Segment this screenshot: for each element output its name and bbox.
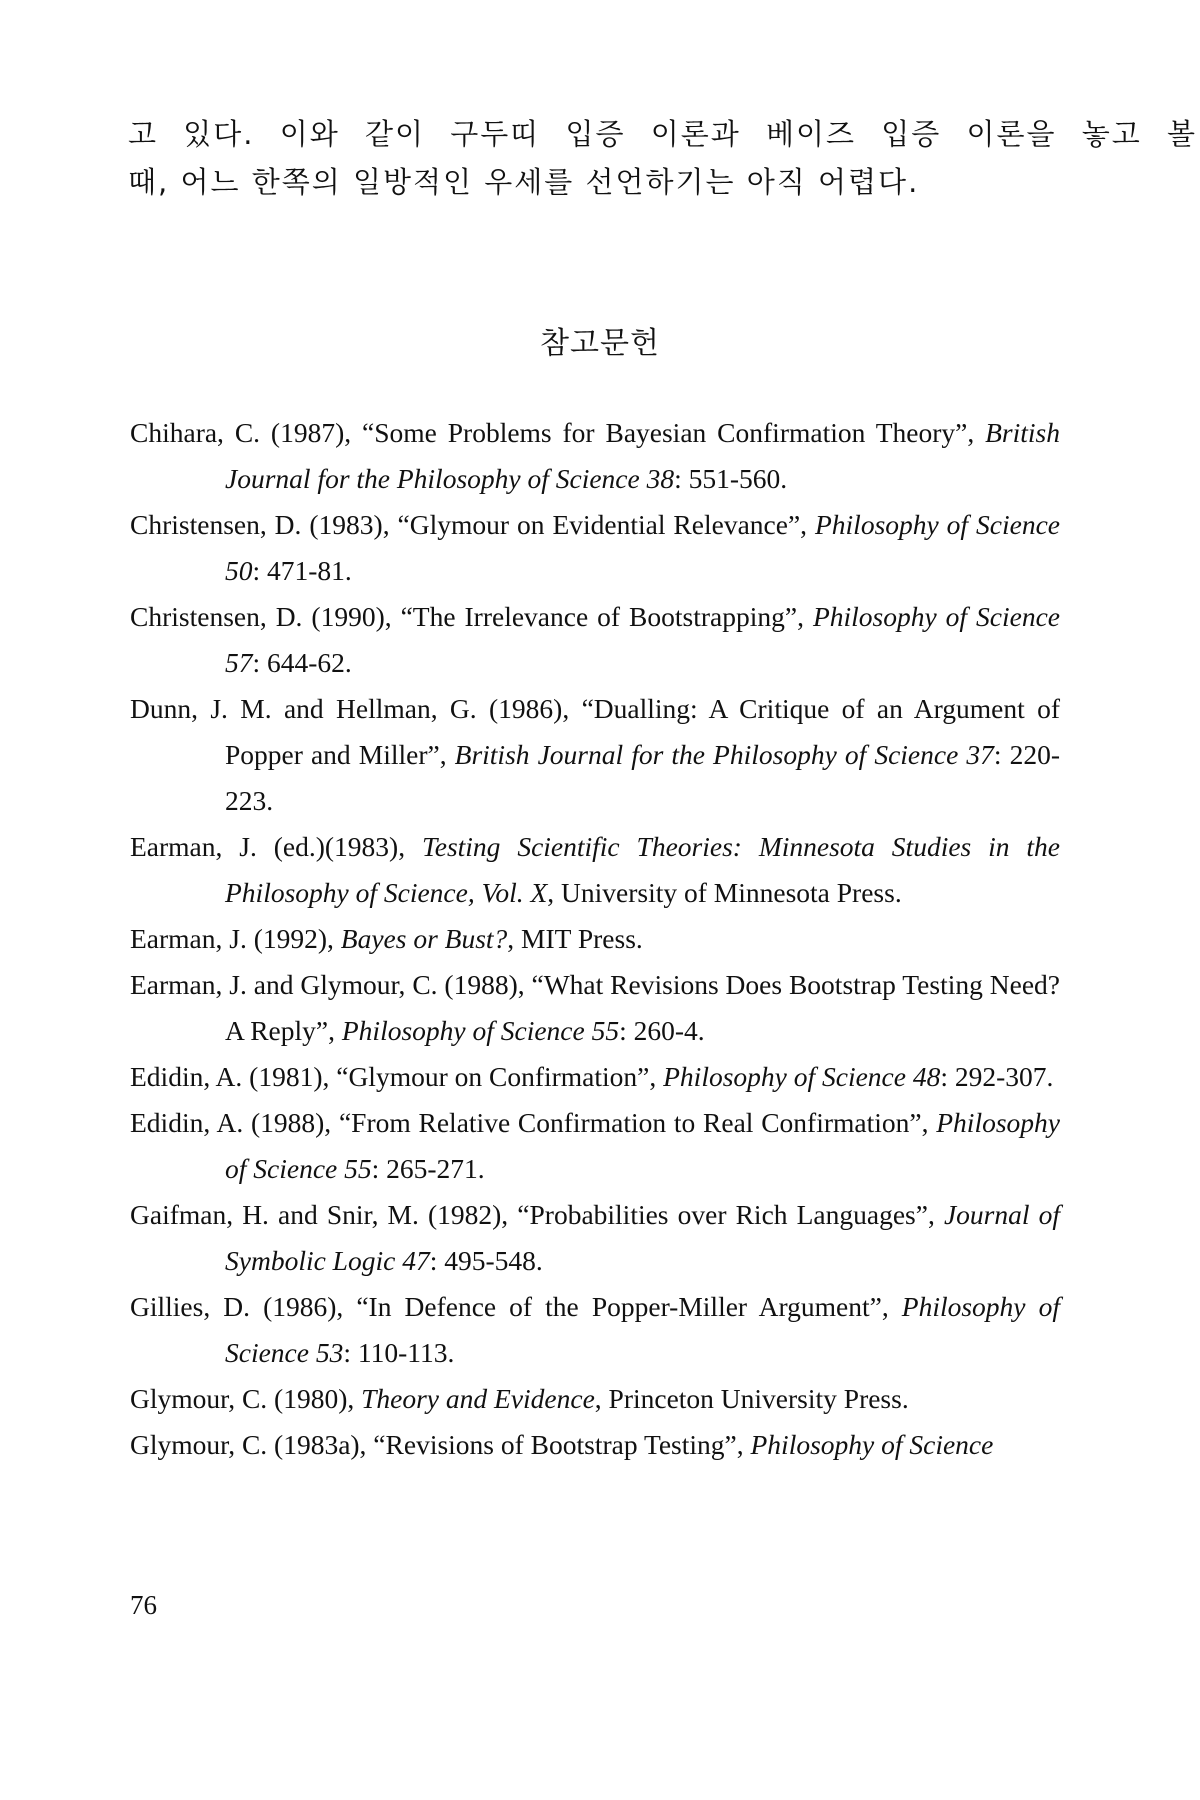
reference-entry bbox=[130, 1054, 1060, 1100]
reference-list bbox=[130, 410, 1060, 1468]
reference-authors-title: Christensen, D. (1983), “Glymour on Evidential Relevance”, bbox=[130, 509, 815, 540]
body-text-line-2: 때, 어느 한쪽의 일방적인 우세를 선언하기는 아직 어렵다. bbox=[128, 165, 920, 199]
references-heading: 참고문헌 bbox=[540, 326, 660, 361]
reference-entry bbox=[130, 502, 1060, 594]
reference-entry bbox=[130, 1376, 1060, 1422]
reference-pages: : 471-81. bbox=[252, 555, 352, 586]
reference-entry bbox=[130, 686, 1060, 824]
reference-pages: , MIT Press. bbox=[507, 923, 643, 954]
reference-pages: : 292-307. bbox=[940, 1061, 1054, 1092]
reference-source: Philosophy of Science 48 bbox=[663, 1061, 941, 1092]
reference-authors-title: Chihara, C. (1987), “Some Problems for Bayesian Confirmation Theory”, bbox=[130, 417, 986, 448]
reference-pages: : 495-548. bbox=[429, 1245, 543, 1276]
reference-source: Theory and Evidence bbox=[361, 1383, 595, 1414]
reference-authors-title: Earman, J. (ed.)(1983), bbox=[130, 831, 422, 862]
reference-entry bbox=[130, 410, 1060, 502]
reference-authors-title: Christensen, D. (1990), “The Irrelevance of Bootstrapping”, bbox=[130, 601, 813, 632]
reference-pages: : 551-560. bbox=[674, 463, 788, 494]
reference-entry bbox=[130, 594, 1060, 686]
reference-entry bbox=[130, 916, 1060, 962]
reference-authors-title: Gillies, D. (1986), “In Defence of the Popper-Miller Argument”, bbox=[130, 1291, 902, 1322]
reference-authors-title: Dunn, J. M. and Hellman, G. (1986), “Dualling: A Critique of an Argument of Popper and Miller”, bbox=[130, 693, 1060, 770]
reference-authors-title: Glymour, C. (1980), bbox=[130, 1383, 362, 1414]
reference-entry bbox=[130, 1422, 1060, 1468]
reference-entry bbox=[130, 1192, 1060, 1284]
reference-authors-title: Glymour, C. (1983a), “Revisions of Bootstrap Testing”, bbox=[130, 1429, 751, 1460]
reference-entry bbox=[130, 1100, 1060, 1192]
page-number: 76 bbox=[130, 1590, 157, 1620]
reference-source: Philosophy of Science 57 bbox=[225, 601, 1060, 678]
reference-authors-title: Earman, J. and Glymour, C. (1988), “What Revisions Does Bootstrap Testing Need? A Reply”, bbox=[130, 969, 1060, 1046]
reference-source: Journal of Symbolic Logic 47 bbox=[225, 1199, 1060, 1276]
reference-pages: : 260-4. bbox=[619, 1015, 705, 1046]
reference-authors-title: Gaifman, H. and Snir, M. (1982), “Probabilities over Rich Languages”, bbox=[130, 1199, 944, 1230]
reference-source: Philosophy of Science bbox=[750, 1429, 994, 1460]
body-text-line-1: 고 있다. 이와 같이 구두띠 입증 이론과 베이즈 입증 이론을 놓고 볼 bbox=[128, 117, 1197, 151]
reference-entry bbox=[130, 962, 1060, 1054]
reference-pages: : 644-62. bbox=[252, 647, 352, 678]
reference-source: Philosophy of Science 55 bbox=[225, 1107, 1060, 1184]
reference-pages: : 265-271. bbox=[371, 1153, 485, 1184]
reference-source: Philosophy of Science 50 bbox=[225, 509, 1060, 586]
reference-source: Bayes or Bust? bbox=[340, 923, 508, 954]
reference-pages: : 110-113. bbox=[343, 1337, 455, 1368]
reference-pages: , Princeton University Press. bbox=[594, 1383, 909, 1414]
reference-source: British Journal for the Philosophy of Science 37 bbox=[454, 739, 994, 770]
reference-source: Philosophy of Science 55 bbox=[341, 1015, 620, 1046]
reference-authors-title: Edidin, A. (1988), “From Relative Confirmation to Real Confirmation”, bbox=[130, 1107, 937, 1138]
reference-authors-title: Edidin, A. (1981), “Glymour on Confirmation”, bbox=[130, 1061, 664, 1092]
reference-pages: , University of Minnesota Press. bbox=[547, 877, 902, 908]
reference-source: British Journal for the Philosophy of Science 38 bbox=[225, 417, 1060, 494]
reference-authors-title: Earman, J. (1992), bbox=[130, 923, 341, 954]
reference-source: Philosophy of Science 53 bbox=[225, 1291, 1060, 1368]
reference-pages: : 220-223. bbox=[225, 739, 1060, 816]
reference-source: Testing Scientific Theories: Minnesota Studies in the Philosophy of Science, Vol. X bbox=[225, 831, 1060, 908]
reference-entry bbox=[130, 824, 1060, 916]
reference-entry bbox=[130, 1284, 1060, 1376]
